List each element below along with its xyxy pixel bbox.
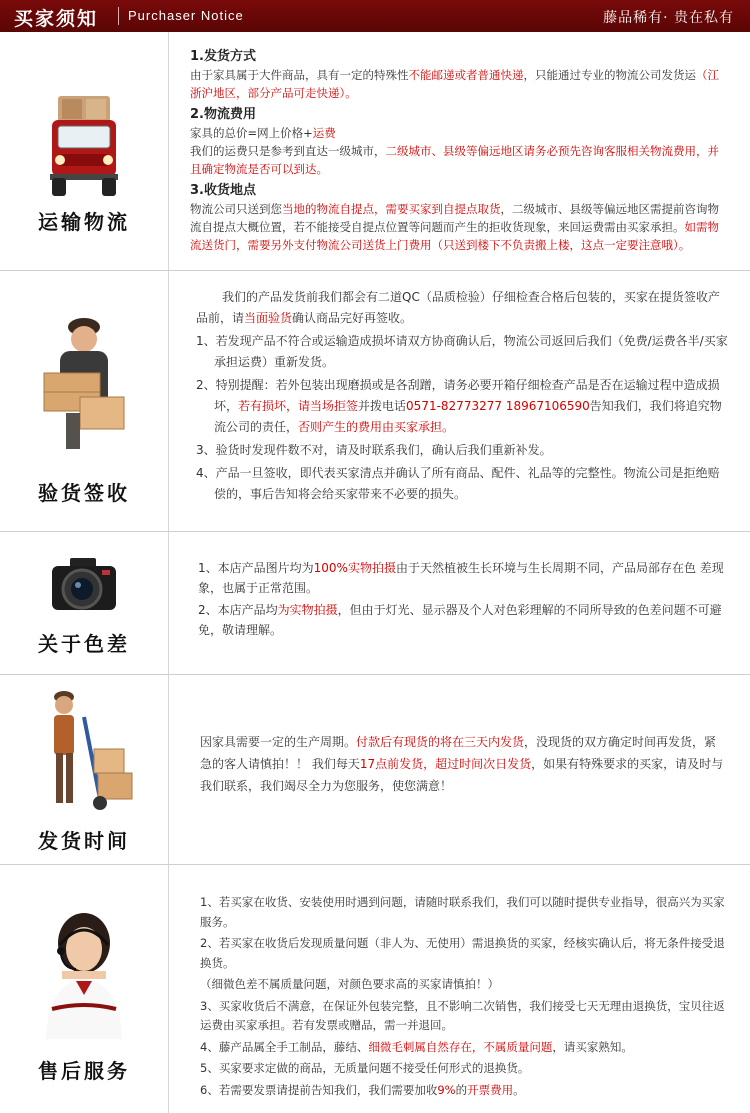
shipping-content [190,46,728,254]
highlight: 若有损坏，请当场拒签 [238,399,359,413]
color-content [198,558,728,640]
inspect-intro [196,287,728,329]
section-ship-time-left [0,675,169,864]
section-color [0,532,750,675]
section-after-sales-label: 售后服务 [38,1059,130,1083]
text: 2、特别提醒：若外包装出现磨损或是各刮蹭，请务必要开箱仔细检查产品是否在运输过程中造成损坏， [196,378,720,413]
text: 由于家具属于大件商品，具有一定的特殊性 [190,68,409,82]
section-inspect-left [0,271,169,531]
text: 6、若需要发票请提前告知我们，我们需要加收 [200,1082,438,1097]
shipping-heading-3: 3.收货地点 [190,183,256,198]
text: 告知我们，我们将追究物流公司的责任， [214,399,722,434]
highlight: 17点前发货，超过时间次日发货 [359,757,532,771]
shipping-paragraph-2b [190,142,728,178]
after-item-5: 5、买家要求定做的商品，无质量问题不接受任何形式的退换货。 [200,1061,530,1075]
after-item-6 [200,1081,728,1101]
highlight: 细微毛刺属自然存在，不属质量问题 [368,1039,553,1054]
text: 。 [513,1082,525,1097]
text: 的 [455,1082,468,1097]
highlight: 当面验货 [244,311,293,325]
shipping-paragraph-1 [190,66,728,102]
text: 1、本店产品图片均为 [198,561,314,575]
highlight: 开票费用 [467,1082,514,1097]
text: ，二级城市、县级等偏远地区需提前咨询物流自提点大概位置，若不能接受自提点位置等问题而产生的拒收货现象，来回运费需由买家承担。 [190,202,719,234]
text: ，但由于灯光、显示器及个人对色彩理解的不同所导致的色差问题不可避免，敬请理解。 [198,603,722,637]
after-item-4 [200,1038,728,1058]
after-sales-content [200,893,728,1100]
truck-icon [44,94,124,199]
shipping-heading-2: 2.物流费用 [190,107,256,122]
delivery-man-icon [36,313,132,453]
text: 确认商品完好再签收。 [292,311,413,325]
highlight: 否则产生的费用由买家承担。 [298,420,455,434]
headset-agent-icon [34,909,134,1039]
section-shipping-label: 运输物流 [38,210,130,234]
highlight: 当地的物流自提点，需要买家到自提点取货 [282,202,501,216]
header-divider [118,7,119,25]
highlight: （江浙沪地区，部分产品可走快递）。 [190,68,719,100]
text: ，请买家熟知。 [552,1039,633,1054]
shipping-heading-1: 1.发货方式 [190,49,256,64]
section-color-left [0,532,169,674]
highlight: 如需物流送货门，需要另外支付物流公司送货上门费用（只送到楼下不负责搬上楼，这点一定要注意哦）。 [190,220,719,252]
text: 我们的产品发货前我们都会有二道QC（品质检验）仔细检查合格后包装的，买家在提货签收产品前，请 [196,290,720,325]
shipping-paragraph-2a [190,124,728,142]
header-title: 买家须知 [14,8,99,30]
inspect-item-2 [196,375,728,438]
section-shipping-left [0,32,169,270]
after-item-2-note: （细微色差不属质量问题，对颜色要求高的买家请慎拍！） [200,977,499,991]
section-inspect-label: 验货签收 [38,481,130,505]
highlight: 不能邮递或者普通快递 [408,68,524,82]
text: 因家具需要一定的生产周期。 [200,735,357,749]
highlight: 100%实物拍摄 [313,561,396,575]
highlight: 付款后有现货的将在三天内发货 [356,735,525,749]
shipping-paragraph-3 [190,200,728,254]
section-shipping [0,32,750,271]
section-ship-time [0,675,750,865]
section-after-sales [0,865,750,1113]
section-inspect [0,271,750,532]
inspect-content [196,287,728,505]
after-item-1: 1、若买家在收货、安装使用时遇到问题，请随时联系我们，我们可以随时提供专业指导，很高兴为买家服务。 [200,895,725,929]
highlight: 二级城市、县级等偏远地区请务必预先咨询客服相关物流费用，并且确定物流是否可以到达。 [190,144,719,176]
section-color-label: 关于色差 [38,632,130,656]
inspect-item-1: 1、若发现产品不符合或运输造成损坏请双方协商确认后，物流公司返回后我们（免费/运费各半/买家承担运费）重新发货。 [196,334,728,369]
after-item-2: 2、若买家在收货后发现质量问题（非人为、无使用）需退换货的买家，经核实确认后，将无条件接受退换货。 [200,936,725,970]
header-slogan: 藤品稀有· 贵在私有 [603,10,734,26]
text: 并拨电话 [358,399,407,413]
ship-time-paragraph [200,731,728,797]
highlight: 运费 [312,126,336,140]
header-bar [0,0,750,32]
highlight: 9% [437,1082,456,1097]
highlight: 为实物拍摄 [277,603,338,617]
after-item-3: 3、买家收货后不满意，在保证外包装完整，且不影响二次销售，我们接受七天无理由退换货，宝贝往返运费由买家承担。若有发票或赠品，需一并退回。 [200,998,725,1032]
text: 物流公司只送到您 [190,202,282,216]
camera-icon [50,556,118,614]
color-item-1 [198,558,728,598]
color-item-2 [198,600,728,640]
inspect-item-3: 3、验货时发现件数不对，请及时联系我们，确认后我们重新补发。 [196,443,552,457]
text: ，如果有特殊要求的买家，请及时与我们联系，我们竭尽全力为您服务，使您满意！ [200,757,724,793]
ship-time-content [200,731,728,797]
text: ，没现货的双方确定时间再发货，紧急的客人请慎拍！！ 我们每天 [200,735,717,771]
text: 2、本店产品均 [198,603,278,617]
section-after-sales-left [0,865,169,1113]
text: 4、藤产品属全手工制品，藤结、 [200,1039,369,1054]
text: 由于天然植被生长环境与生长周期不同，产品局部存在色 差现象，也属于正常范围。 [198,561,724,595]
header-subtitle: Purchaser Notice [128,8,244,23]
section-ship-time-label: 发货时间 [38,829,130,853]
text: ，只能通过专业的物流公司发货运 [523,68,696,82]
phone-numbers: 0571-82773277 18967106590 [406,399,590,413]
hand-truck-icon [34,687,138,815]
text: 家具的总价=网上价格+ [190,126,313,140]
text: 我们的运费只是参考到直达一级城市， [190,144,386,158]
inspect-item-4: 4、产品一旦签收，即代表买家清点并确认了所有商品、配件、礼品等的完整性。物流公司是拒绝赔偿的，事后告知将会给买家带来不必要的损失。 [196,466,720,501]
